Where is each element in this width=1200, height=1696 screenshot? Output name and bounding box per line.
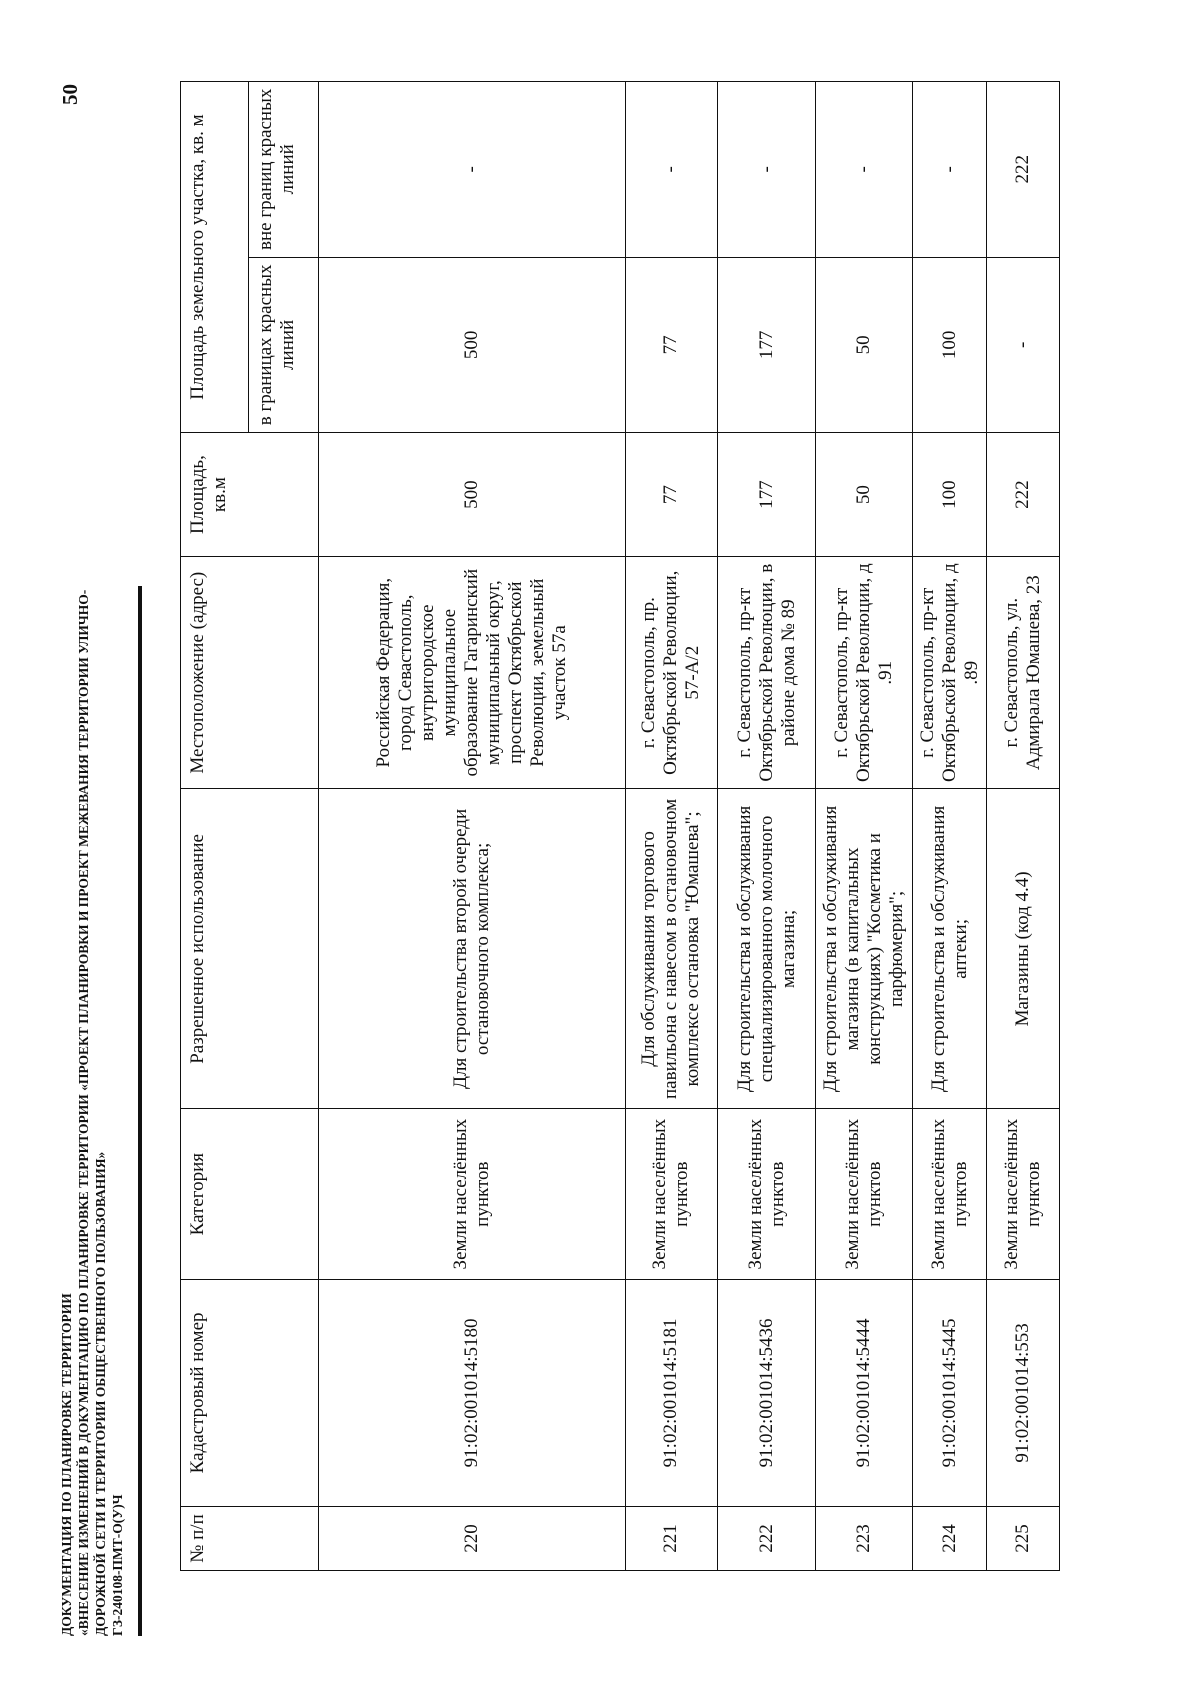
cell-category: Земли населённых пунктов: [987, 1109, 1060, 1279]
cell-inside: -: [987, 257, 1060, 433]
cell-num: 222: [717, 1506, 816, 1570]
cell-location: г. Севастополь, пр-кт Октябрьской Революции, д .89: [913, 557, 987, 789]
cell-use: Для обслуживания торгового павильона с навесом в остановочном комплексе остановка "Юмашева";: [626, 789, 718, 1109]
cell-cadastral: 91:02:001014:5444: [816, 1279, 913, 1506]
cell-area: 177: [717, 433, 816, 557]
header-line-1: ДОКУМЕНТАЦИЯ ПО ПЛАНИРОВКЕ ТЕРРИТОРИИ: [59, 1293, 74, 1636]
cell-inside: 100: [913, 257, 987, 433]
cell-cadastral: 91:02:001014:5445: [913, 1279, 987, 1506]
cell-outside: -: [717, 82, 816, 258]
header-cadastral: Кадастровый номер: [181, 1279, 319, 1506]
cell-inside: 50: [816, 257, 913, 433]
header-category: Категория: [181, 1109, 319, 1279]
header-line-4: ГЗ-240108-ПМТ-О(У)Ч: [110, 1494, 125, 1636]
cell-outside: 222: [987, 82, 1060, 258]
header-use: Разрешенное использование: [181, 789, 319, 1109]
cell-area: 222: [987, 433, 1060, 557]
cell-outside: -: [626, 82, 718, 258]
cell-use: Магазины (код 4.4): [987, 789, 1060, 1109]
cell-inside: 177: [717, 257, 816, 433]
cell-num: 224: [913, 1506, 987, 1570]
cell-category: Земли населённых пунктов: [717, 1109, 816, 1279]
header-line-2: «ВНЕСЕНИЕ ИЗМЕНЕНИЙ В ДОКУМЕНТАЦИЮ ПО ПЛАНИРОВКЕ ТЕРРИТОРИИ «ПРОЕКТ ПЛАНИРОВКИ И ПРОЕКТ МЕЖЕВАНИЯ ТЕРРИТОРИИ УЛИЧНО-: [76, 589, 91, 1636]
page-number: 50: [58, 84, 82, 105]
cell-use: Для строительства и обслуживания специализированного молочного магазина;: [717, 789, 816, 1109]
cell-num: 220: [319, 1506, 626, 1570]
cell-area: 50: [816, 433, 913, 557]
header-line-3: ДОРОЖНОЙ СЕТИ И ТЕРРИТОРИИ ОБЩЕСТВЕННОГО ПОЛЬЗОВАНИЯ»: [93, 1151, 108, 1636]
cell-inside: 77: [626, 257, 718, 433]
cell-outside: -: [816, 82, 913, 258]
cell-category: Земли населённых пунктов: [626, 1109, 718, 1279]
table-header-row: [181, 82, 249, 1571]
cell-use: Для строительства и обслуживания аптеки;: [913, 789, 987, 1109]
cell-num: 221: [626, 1506, 718, 1570]
table-row: [913, 82, 987, 1571]
cell-category: Земли населённых пунктов: [913, 1109, 987, 1279]
cell-num: 223: [816, 1506, 913, 1570]
header-location: Местоположение (адрес): [181, 557, 319, 789]
header-area-group: Площадь земельного участка, кв. м: [181, 82, 249, 433]
table-row: [987, 82, 1060, 1571]
cell-location: г. Севастополь, пр-кт Октябрьской Революции, в районе дома № 89: [717, 557, 816, 789]
cell-location: г. Севастополь, ул. Адмирала Юмашева, 23: [987, 557, 1060, 789]
cell-use: Для строительства и обслуживания магазина (в капитальных конструкциях) "Косметика и парфюмерия";: [816, 789, 913, 1109]
cell-use: Для строительства второй очереди остановочного комплекса;: [319, 789, 626, 1109]
cell-location: г. Севастополь, пр. Октябрьской Революции, 57-А/2: [626, 557, 718, 789]
table-row: [816, 82, 913, 1571]
land-plot-table: [180, 81, 1060, 1571]
document-header: [58, 536, 126, 1636]
cell-cadastral: 91:02:001014:5180: [319, 1279, 626, 1506]
table-row: [319, 82, 626, 1571]
header-divider: [138, 586, 142, 1636]
cell-area: 100: [913, 433, 987, 557]
cell-num: 225: [987, 1506, 1060, 1570]
cell-location: г. Севастополь, пр-кт Октябрьской Революции, д .91: [816, 557, 913, 789]
cell-category: Земли населённых пунктов: [816, 1109, 913, 1279]
cell-area: 500: [319, 433, 626, 557]
table-row: [626, 82, 718, 1571]
cell-inside: 500: [319, 257, 626, 433]
cell-cadastral: 91:02:001014:553: [987, 1279, 1060, 1506]
cell-outside: -: [319, 82, 626, 258]
header-num: № п/п: [181, 1506, 319, 1570]
cell-cadastral: 91:02:001014:5181: [626, 1279, 718, 1506]
cell-area: 77: [626, 433, 718, 557]
cell-location: Российская Федерация, город Севастополь, внутригородское муниципальное образование Гагаринский муниципальный округ, проспект Октябрьской Революции, земельный участок 57а: [319, 557, 626, 789]
header-area: Площадь, кв.м: [181, 433, 319, 557]
header-inside-red-lines: в границах красных линий: [249, 257, 319, 433]
header-outside-red-lines: вне границ красных линий: [249, 82, 319, 258]
cell-category: Земли населённых пунктов: [319, 1109, 626, 1279]
table-row: [717, 82, 816, 1571]
cell-outside: -: [913, 82, 987, 258]
cell-cadastral: 91:02:001014:5436: [717, 1279, 816, 1506]
